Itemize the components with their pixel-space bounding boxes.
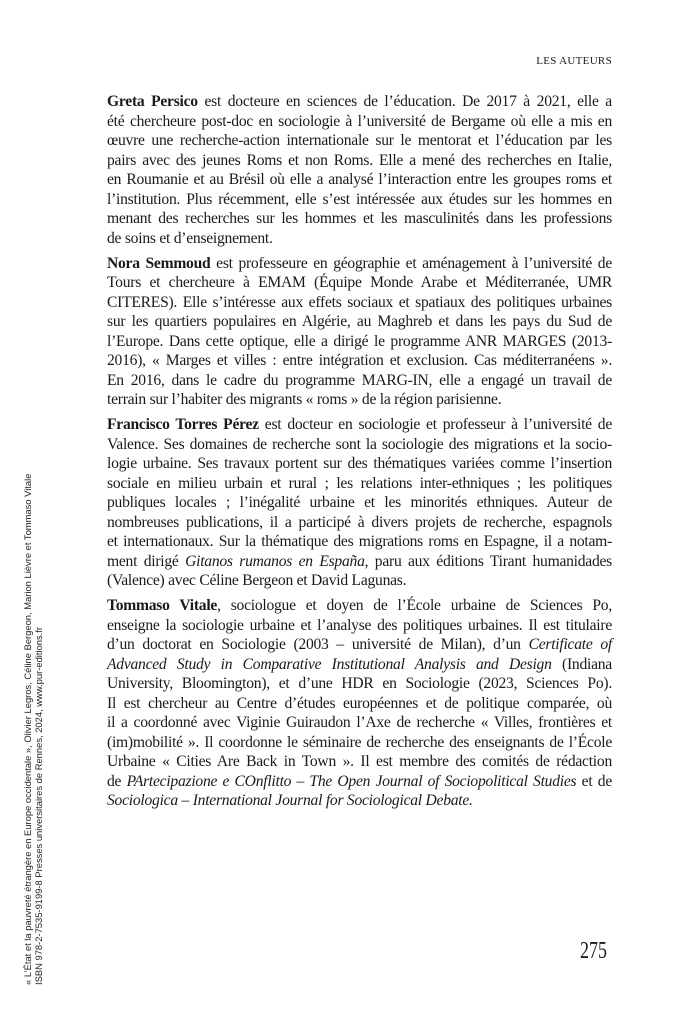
text-line	[107, 293, 612, 313]
author-name: Tommaso Vitale	[107, 597, 218, 614]
text-segment: (im)mobilité ». Il coordonne le séminaire de recherche des enseignants de l’École	[107, 733, 612, 751]
text-segment: l’institution. Plus récemment, elle s’est intéressée aux études sur les hommes en	[107, 190, 612, 208]
text-segment: et de	[576, 772, 612, 790]
author-name: Francisco Torres Pérez	[107, 416, 259, 433]
text-segment: , paru aux éditions Tirant humanidades	[364, 552, 613, 570]
author-bio-paragraph	[107, 596, 612, 811]
text-segment: de soins et d’enseignement.	[107, 229, 273, 247]
running-header: LES AUTEURS	[536, 55, 612, 67]
citation-line-1: « L’État et la pauvreté étrangère en Europe occidentale », Olivier Legros, Céline Bergeon, Marion Lièvre et Tommaso Vitale	[22, 473, 33, 985]
text-line	[107, 332, 612, 352]
text-segment: Tours et chercheure à EMAM (Équipe Monde Arabe et Méditerranée, UMR	[107, 274, 612, 291]
text-segment: terrain sur l’habiter des migrants « roms » de la région parisienne.	[107, 391, 502, 408]
citation-line-2: ISBN 978-2-7535-9199-8 Presses universitaires de Rennes, 2024, www.pur-editions.fr	[33, 627, 44, 985]
text-line	[107, 552, 612, 572]
text-segment: d’un doctorat en Sociologie (2003 – université de Milan), d’un	[107, 636, 529, 653]
text-segment: sur les quartiers populaires en Algérie, au Maghreb et dans les pays du Sud de	[107, 313, 612, 330]
author-bio-paragraph	[107, 254, 612, 410]
text-segment: Urbaine « Cities Are Back in Town ». Il est membre des comités de rédaction	[107, 753, 612, 770]
text-segment: œuvre une recherche-action internationale sur le mentorat et l’éducation par les	[107, 132, 612, 149]
text-line	[107, 655, 612, 675]
text-line	[107, 513, 612, 533]
author-name: Greta Persico	[107, 93, 198, 110]
italic-title: Advanced Study in Comparative Institutional Analysis and Design	[107, 655, 552, 673]
text-line	[107, 772, 612, 792]
text-line	[107, 390, 612, 410]
text-segment: ment dirigé	[107, 552, 186, 570]
text-segment: est docteure en sciences de l’éducation. De 2017 à 2021, elle a	[197, 93, 612, 110]
text-segment: En 2016, dans le cadre du programme MARG-IN, elle a engagé un travail de	[107, 371, 612, 389]
text-line	[107, 131, 612, 151]
author-bio-paragraph	[107, 92, 612, 248]
text-segment: de	[107, 772, 127, 790]
text-line	[107, 791, 612, 811]
author-bios	[107, 92, 612, 816]
text-segment: est docteur en sociologie et professeur à l’université de	[258, 416, 612, 433]
italic-title: Certificate of	[528, 636, 612, 653]
text-line	[107, 112, 612, 132]
text-segment: en Roumanie et au Brésil où elle a analysé l’interaction entre les groupes roms et	[107, 171, 612, 188]
italic-title: Gitanos rumanos en España	[185, 552, 365, 570]
text-segment: publiques locales ; l’inégalité urbaine et les minorités ethniques. Auteur de	[107, 494, 612, 511]
text-line	[107, 694, 612, 714]
text-segment: enseigne la sociologie urbaine et l’analyse des politiques urbaines. Il est titulaire	[107, 616, 612, 634]
text-line	[107, 474, 612, 494]
text-line	[107, 312, 612, 332]
text-line	[107, 229, 612, 249]
text-line	[107, 713, 612, 733]
text-segment: , sociologue et doyen de l’École urbaine de Sciences Po,	[217, 597, 612, 614]
citation-sidebar	[22, 474, 44, 985]
text-line	[107, 209, 612, 229]
text-segment: Il est chercheur au Centre d’études européennes et de politique comparée, où	[107, 694, 612, 712]
text-line	[107, 596, 612, 616]
text-segment: et internationaux. Sur la thématique des migrations roms en Espagne, il a notam-	[107, 533, 612, 550]
italic-title: PArtecipazione e COnflitto – The Open Journal of Sociopolitical Studies	[126, 772, 577, 790]
text-line	[107, 752, 612, 772]
text-line	[107, 616, 612, 636]
text-line	[107, 435, 612, 455]
text-line	[107, 415, 612, 435]
text-segment: 2016), « Marges et villes : entre intégration et exclusion. Cas méditerranéens ».	[107, 352, 612, 369]
text-line	[107, 454, 612, 474]
text-line	[107, 190, 612, 210]
text-line	[107, 493, 612, 513]
text-line	[107, 674, 612, 694]
author-bio-paragraph	[107, 415, 612, 591]
text-line	[107, 532, 612, 552]
text-segment: nombreuses publications, il a participé à divers projets de recherche, espagnols	[107, 513, 612, 531]
text-segment: il a coordonné avec Viginie Guiraudon l’Axe de recherche « Villes, frontières et	[107, 714, 612, 731]
text-segment: Valence. Ses domaines de recherche sont la sociologie des migrations et la socio-	[107, 435, 612, 453]
text-line	[107, 733, 612, 753]
text-segment: logie urbaine. Ses travaux portent sur des thématiques variées comme l’insertion	[107, 455, 612, 472]
text-line	[107, 92, 612, 112]
text-line	[107, 151, 612, 171]
text-segment: (Valence) avec Céline Bergeon et David Lagunas.	[107, 572, 407, 589]
page-number: 275	[580, 938, 607, 964]
text-segment: CITERES). Elle s’intéresse aux effets sociaux et spatiaux des politiques urbaines	[107, 293, 612, 311]
text-segment: University, Bloomington), et d’une HDR en Sociologie (2023, Sciences Po).	[107, 675, 612, 692]
text-line	[107, 371, 612, 391]
italic-title: Sociologica – International Journal for Sociological Debate.	[107, 792, 473, 809]
text-segment: (Indiana	[551, 655, 612, 673]
author-name: Nora Semmoud	[107, 254, 211, 272]
text-line	[107, 351, 612, 371]
text-line	[107, 254, 612, 274]
text-segment: sociale en milieu urbain et rural ; les relations inter-ethniques ; les politiques	[107, 474, 612, 492]
text-line	[107, 273, 612, 293]
text-segment: pairs avec des jeunes Roms et non Roms. Elle a mené des recherches en Italie,	[107, 151, 612, 169]
text-line	[107, 170, 612, 190]
text-segment: est professeure en géographie et aménagement à l’université de	[210, 254, 612, 272]
text-segment: été chercheure post-doc en sociologie à l’université de Bergame où elle a mis en	[107, 112, 612, 130]
text-segment: menant des recherches sur les hommes et les masculinités dans les professions	[107, 210, 612, 227]
text-line	[107, 635, 612, 655]
text-segment: l’Europe. Dans cette optique, elle a dirigé le programme ANR MARGES (2013-	[107, 332, 612, 350]
text-line	[107, 571, 612, 591]
